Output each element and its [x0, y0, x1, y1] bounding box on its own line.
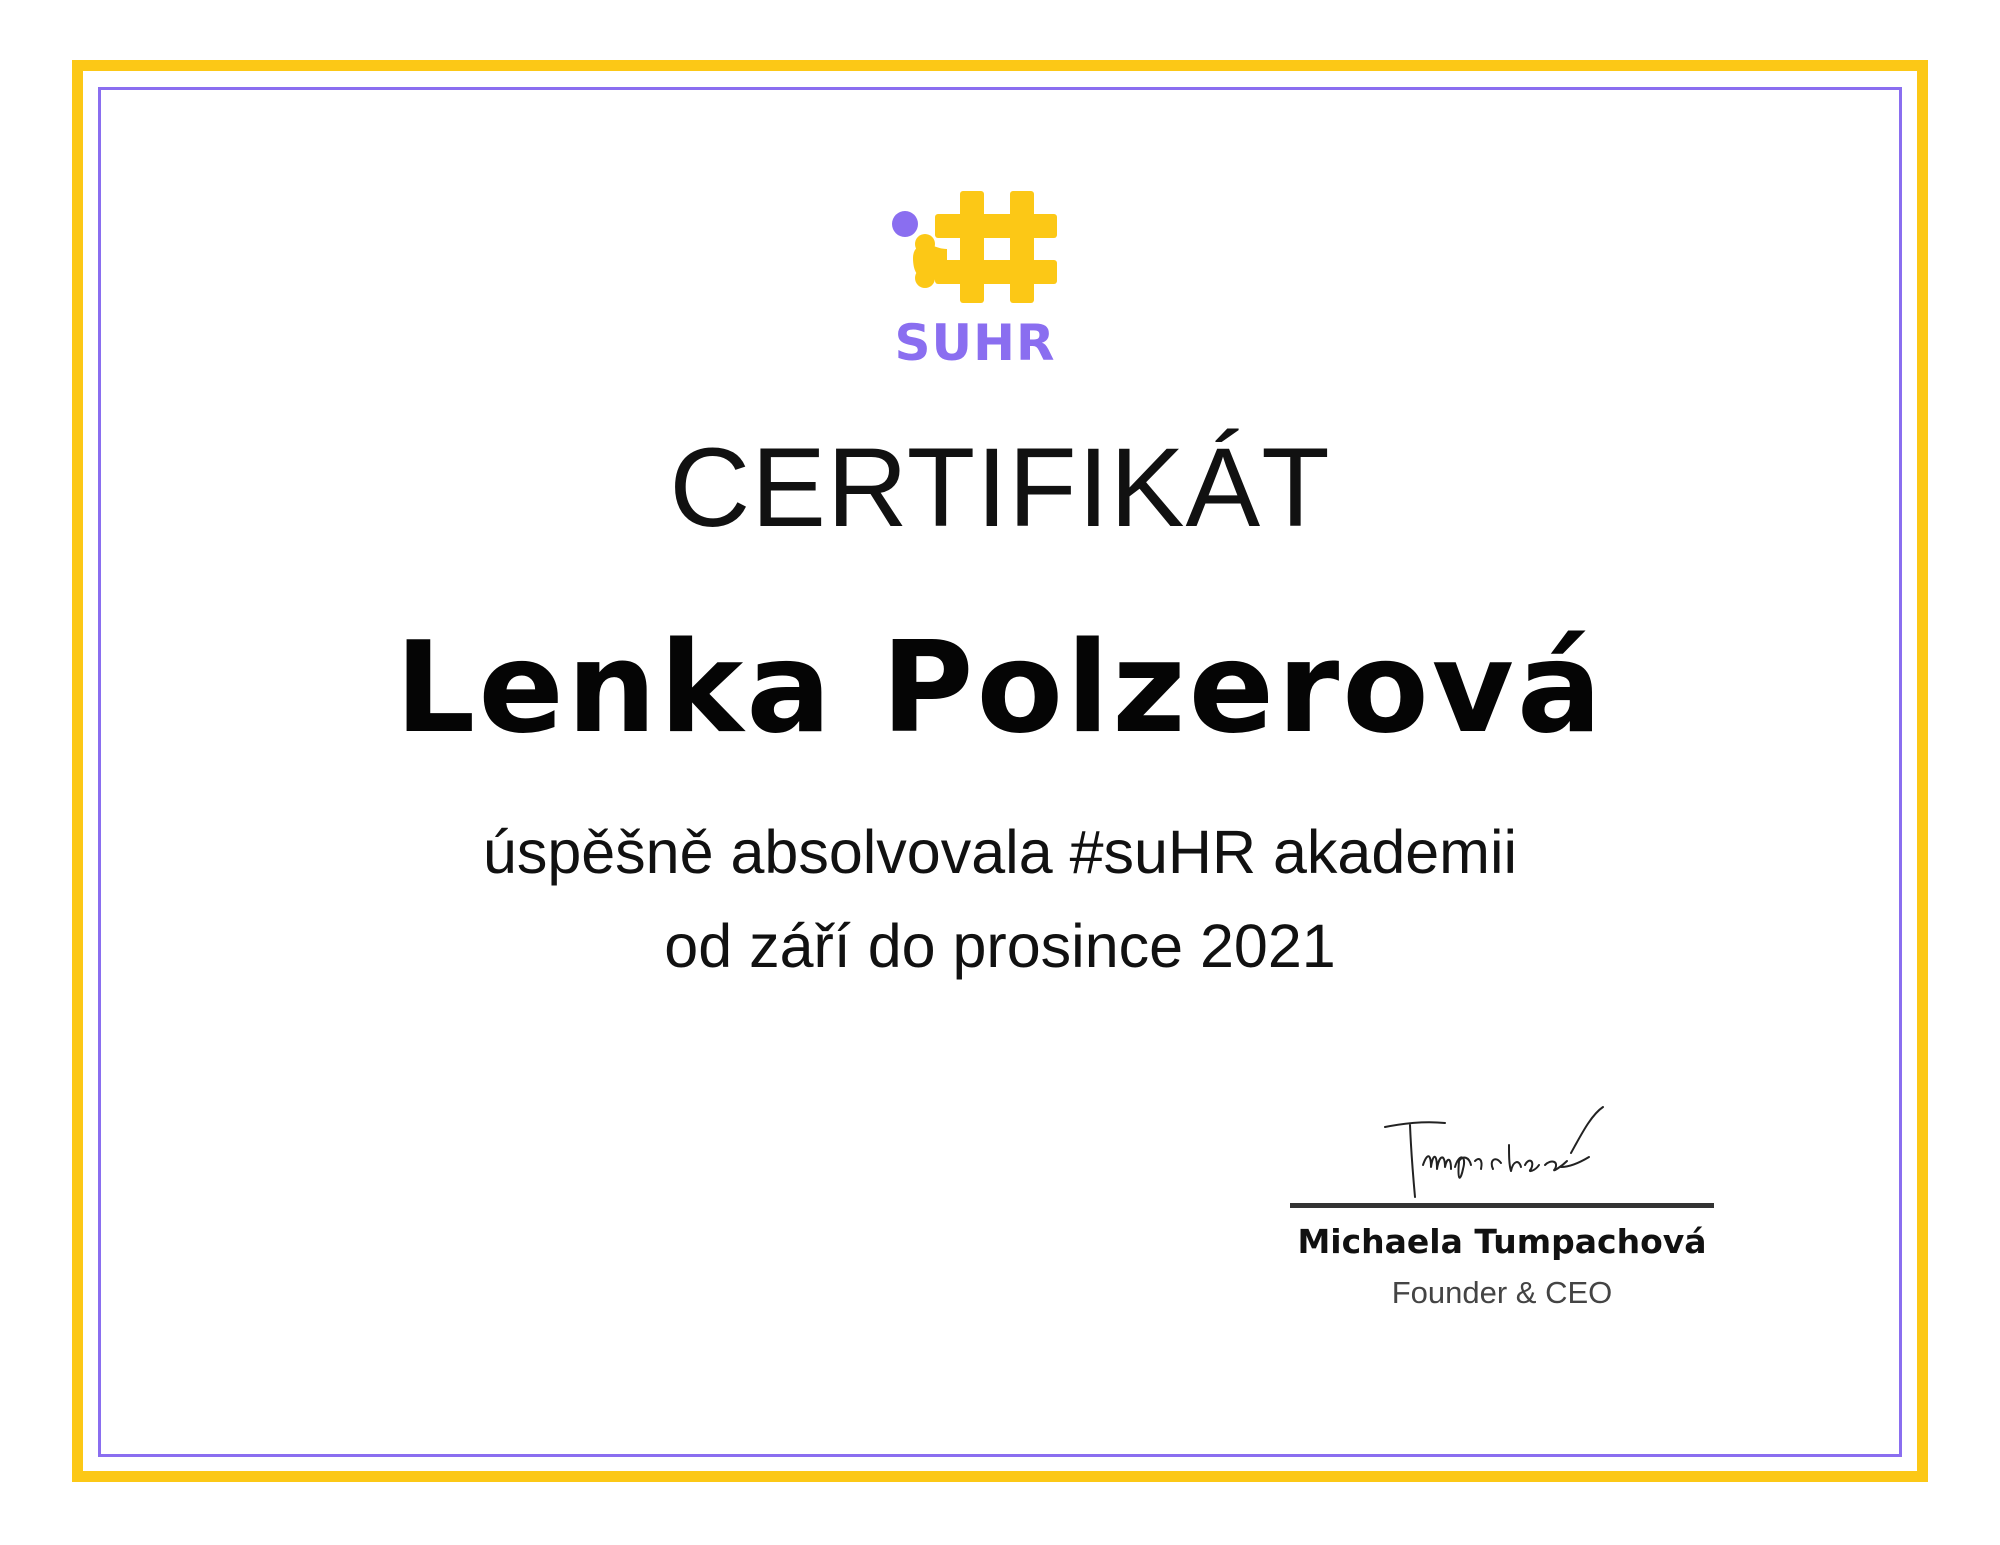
signatory-role: Founder & CEO — [1391, 1275, 1613, 1310]
certificate-title: CERTIFIKÁT — [669, 425, 1331, 550]
signatory-name: Michaela Tumpachová — [1297, 1222, 1707, 1261]
recipient-name: Lenka Polzerová — [395, 614, 1605, 761]
puzzle-piece-icon — [885, 186, 1065, 311]
logo-text: SUHR — [894, 314, 1056, 372]
achievement-line: úspěšně absolvovala #suHR akademii — [482, 818, 1518, 886]
suhr-logo — [885, 186, 1065, 376]
handwritten-signature — [1375, 1105, 1615, 1205]
date-range-line: od září do prosince 2021 — [664, 912, 1336, 980]
signature-line — [1290, 1203, 1714, 1208]
